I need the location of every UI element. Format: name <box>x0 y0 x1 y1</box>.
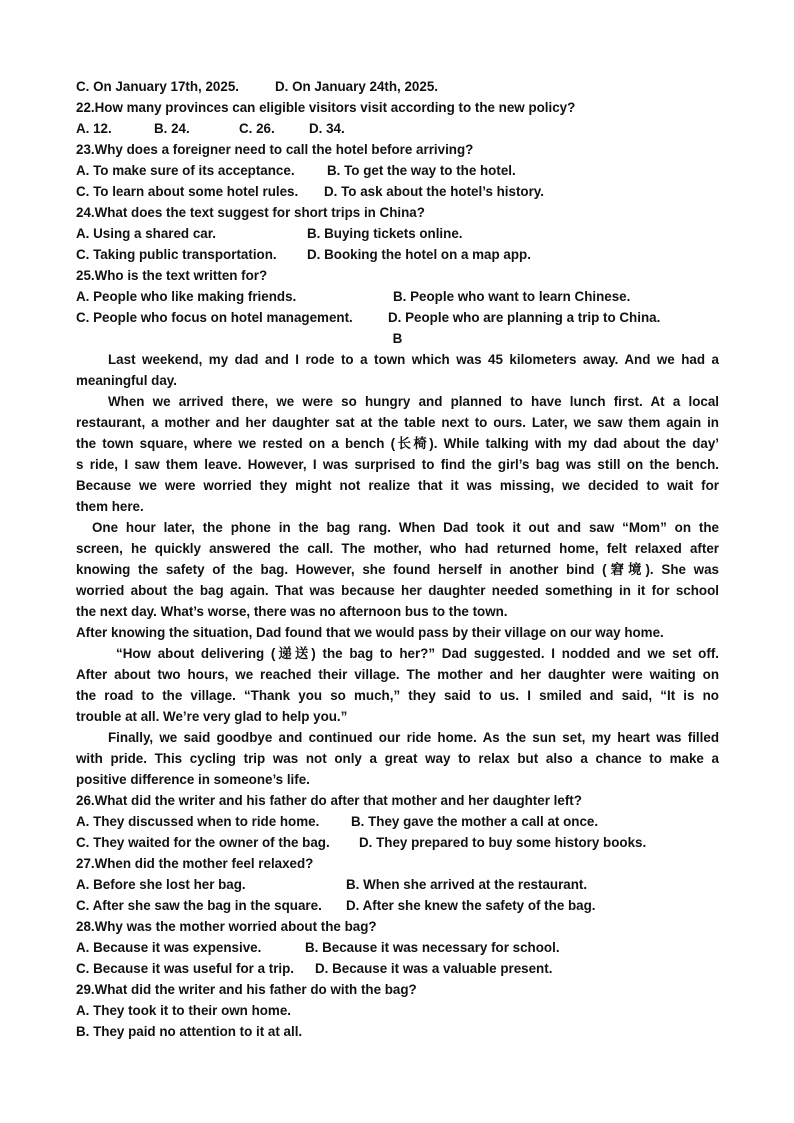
q21-option-c: C. On January 17th, 2025. <box>76 79 239 94</box>
passage-line: trouble at all. We’re very glad to help you.” <box>76 709 348 724</box>
q25-option-d: D. People who are planning a trip to China. <box>388 310 661 325</box>
q26-options-row-1 <box>76 811 719 832</box>
q23-options-row-1 <box>76 160 719 181</box>
passage-line: restaurant, a mother and her daughter sat at the table next to ours. Later, we saw them again in <box>76 415 719 430</box>
q24-stem: 24.What does the text suggest for short trips in China? <box>76 205 425 220</box>
q22-option-c: C. 26. <box>239 121 275 136</box>
q23-option-a: A. To make sure of its acceptance. <box>76 163 295 178</box>
q27-option-a: A. Before she lost her bag. <box>76 877 246 892</box>
passage-line: the road to the village. “Thank you so much,” they said to us. I smiled and said, “It is no <box>76 688 719 703</box>
q26-option-a: A. They discussed when to ride home. <box>76 814 320 829</box>
q27-option-b: B. When she arrived at the restaurant. <box>346 877 588 892</box>
passage-line: Because we were worried they might not realize that it was missing, we decided to wait for <box>76 478 719 493</box>
q29-stem: 29.What did the writer and his father do with the bag? <box>76 982 417 997</box>
q25-options-row-2 <box>76 307 719 328</box>
q24-option-c: C. Taking public transportation. <box>76 247 277 262</box>
q23-option-c: C. To learn about some hotel rules. <box>76 184 299 199</box>
q26-stem: 26.What did the writer and his father do after that mother and her daughter left? <box>76 793 582 808</box>
q27-stem: 27.When did the mother feel relaxed? <box>76 856 314 871</box>
q28-options-row-2 <box>76 958 719 979</box>
q28-option-c: C. Because it was useful for a trip. <box>76 961 295 976</box>
q22-option-d: D. 34. <box>309 121 345 136</box>
q28-options-row-1 <box>76 937 719 958</box>
passage-line: knowing the safety of the bag. However, she found herself in another bind (窘境). She was <box>76 562 719 577</box>
passage-line: After knowing the situation, Dad found that we would pass by their village on our way home. <box>76 625 664 640</box>
passage-line: One hour later, the phone in the bag rang. When Dad took it out and saw “Mom” on the <box>92 520 719 535</box>
exam-page <box>76 76 719 1042</box>
q24-option-d: D. Booking the hotel on a map app. <box>307 247 531 262</box>
q29-option-a: A. They took it to their own home. <box>76 1003 291 1018</box>
passage-line: s ride, I saw them leave. However, I was surprised to find the girl’s bag was still on the bench. <box>76 457 719 472</box>
q21-option-d: D. On January 24th, 2025. <box>275 79 438 94</box>
q25-option-b: B. People who want to learn Chinese. <box>393 289 631 304</box>
passage-line: meaningful day. <box>76 373 177 388</box>
q23-stem: 23.Why does a foreigner need to call the hotel before arriving? <box>76 142 474 157</box>
q22-option-b: B. 24. <box>154 121 190 136</box>
q25-option-a: A. People who like making friends. <box>76 289 297 304</box>
passage-line: Finally, we said goodbye and continued our ride home. As the sun set, my heart was filled <box>108 730 719 745</box>
q28-option-b: B. Because it was necessary for school. <box>305 940 560 955</box>
q24-option-b: B. Buying tickets online. <box>307 226 463 241</box>
q24-options-row-2 <box>76 244 719 265</box>
q26-option-c: C. They waited for the owner of the bag. <box>76 835 330 850</box>
passage-line: “How about delivering (递送) the bag to her?” Dad suggested. I nodded and we set off. <box>116 646 719 661</box>
passage-line: with pride. This cycling trip was not only a great way to relax but also a chance to make a <box>76 751 719 766</box>
passage-line: them here. <box>76 499 144 514</box>
q28-stem: 28.Why was the mother worried about the bag? <box>76 919 377 934</box>
q25-option-c: C. People who focus on hotel management. <box>76 310 353 325</box>
passage-line: positive difference in someone’s life. <box>76 772 310 787</box>
q27-option-c: C. After she saw the bag in the square. <box>76 898 322 913</box>
q28-option-d: D. Because it was a valuable present. <box>315 961 553 976</box>
q27-options-row-1 <box>76 874 719 895</box>
passage-line: screen, he quickly answered the call. The mother, who had returned home, felt relaxed after <box>76 541 719 556</box>
passage-line: Last weekend, my dad and I rode to a town which was 45 kilometers away. And we had a <box>108 352 719 367</box>
q27-option-d: D. After she knew the safety of the bag. <box>346 898 596 913</box>
q22-stem: 22.How many provinces can eligible visitors visit according to the new policy? <box>76 100 576 115</box>
q26-option-b: B. They gave the mother a call at once. <box>351 814 599 829</box>
q21-options-row <box>76 76 719 97</box>
q27-options-row-2 <box>76 895 719 916</box>
q23-option-d: D. To ask about the hotel’s history. <box>324 184 544 199</box>
q26-option-d: D. They prepared to buy some history books. <box>359 835 647 850</box>
section-b-heading: B <box>392 331 403 346</box>
q29-option-b: B. They paid no attention to it at all. <box>76 1024 303 1039</box>
passage-line: the next day. What’s worse, there was no afternoon bus to the town. <box>76 604 508 619</box>
q22-option-a: A. 12. <box>76 121 112 136</box>
passage-line: After about two hours, we reached their village. The mother and her daughter were waiting on <box>76 667 719 682</box>
passage-line: worried about the bag again. That was because her daughter needed something in it for school <box>76 583 719 598</box>
q28-option-a: A. Because it was expensive. <box>76 940 262 955</box>
q22-options-row <box>76 118 719 139</box>
q25-stem: 25.Who is the text written for? <box>76 268 268 283</box>
q23-options-row-2 <box>76 181 719 202</box>
q25-options-row-1 <box>76 286 719 307</box>
q24-option-a: A. Using a shared car. <box>76 226 216 241</box>
q26-options-row-2 <box>76 832 719 853</box>
q24-options-row-1 <box>76 223 719 244</box>
passage-line: the town square, where we rested on a bench (长椅). While talking with my dad about the day’ <box>76 436 719 451</box>
passage-line: When we arrived there, we were so hungry and planned to have lunch first. At a local <box>108 394 719 409</box>
q23-option-b: B. To get the way to the hotel. <box>327 163 516 178</box>
